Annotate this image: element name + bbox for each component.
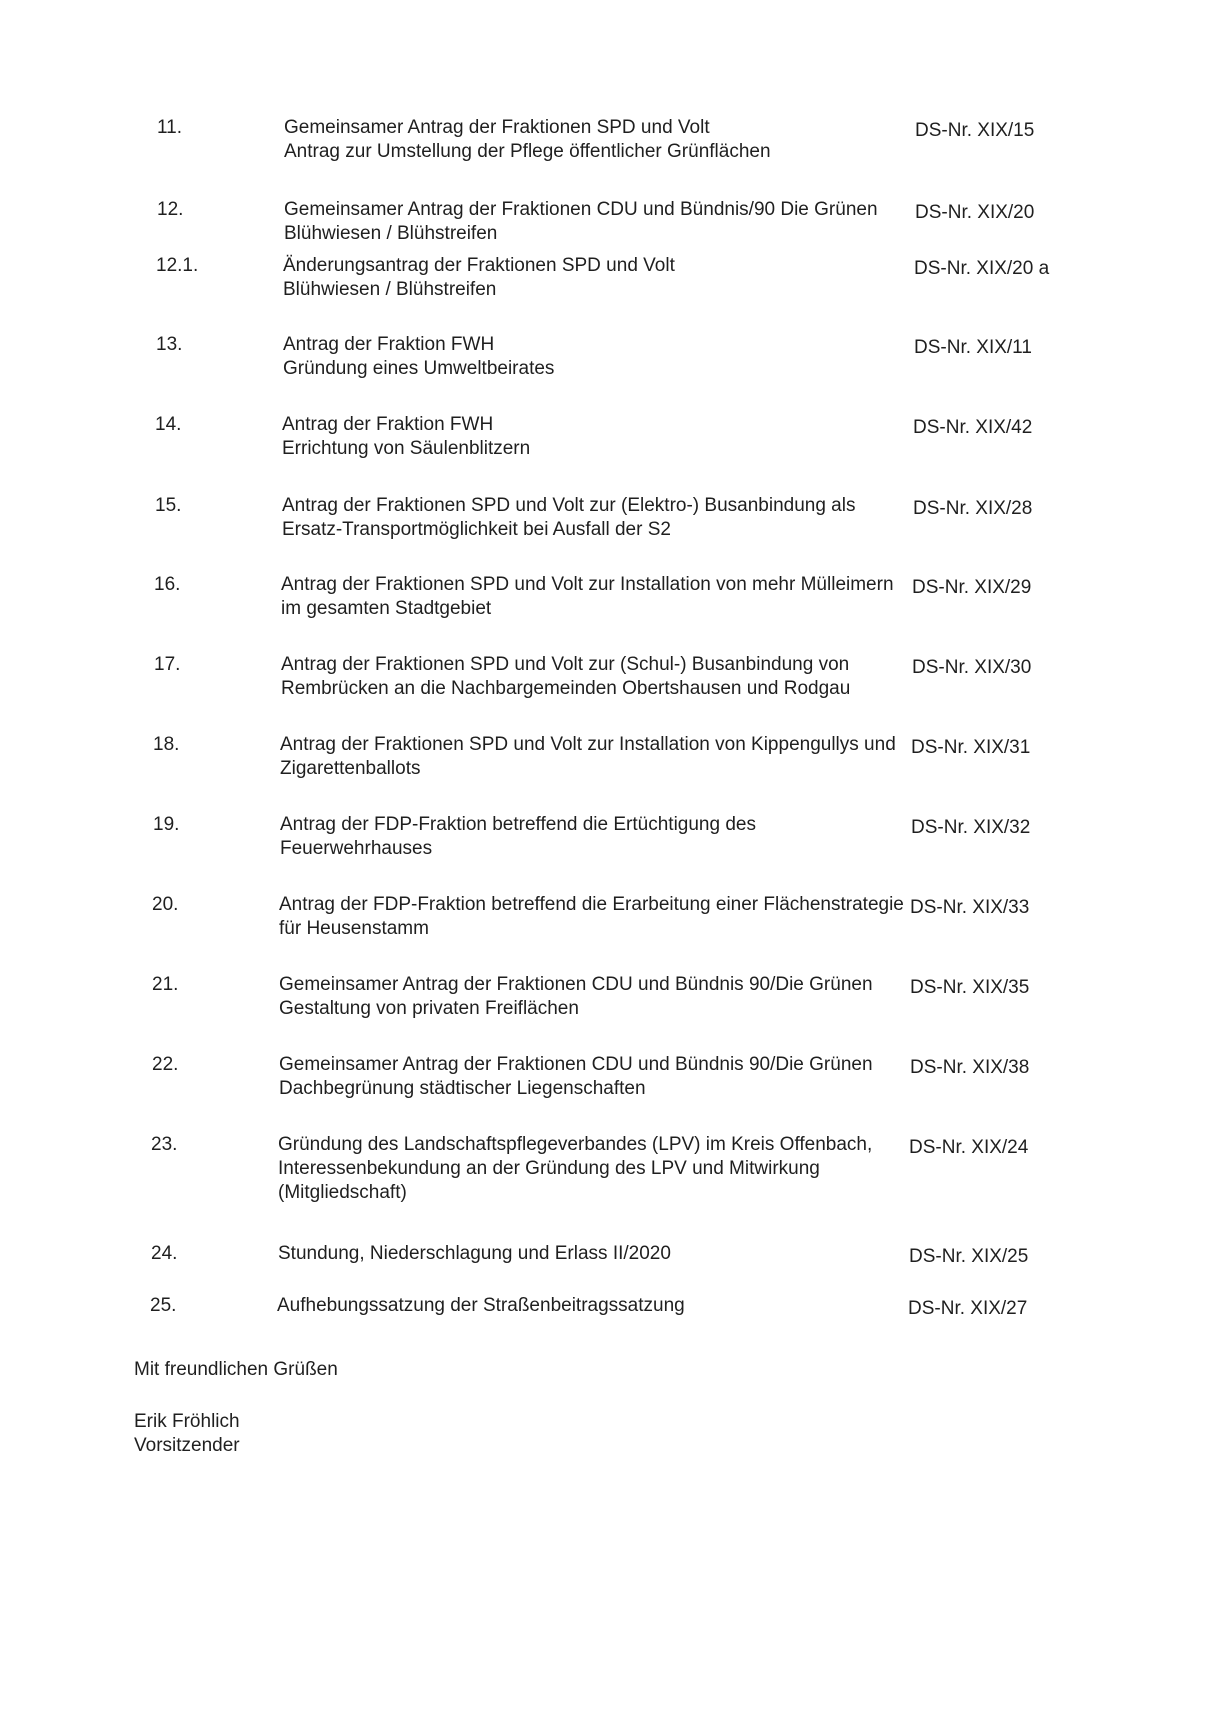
agenda-item-line: Gemeinsamer Antrag der Fraktionen SPD und Volt [284,117,710,138]
signature-block [134,1410,240,1458]
agenda-item-number: 21. [152,974,179,995]
agenda-item-line: Gestaltung von privaten Freiflächen [279,998,579,1019]
agenda-item-number: 23. [151,1134,178,1155]
agenda-item-description [279,973,889,1021]
agenda-item-number: 12.1. [156,255,199,276]
agenda-item-description [279,1053,889,1101]
agenda-item-ds-number: DS-Nr. XIX/30 [912,657,1032,678]
agenda-item-number: 20. [152,894,179,915]
agenda-item-number: 13. [156,334,183,355]
agenda-item-line: Interessenbekundung an der Gründung des LPV und Mitwirkung [278,1158,820,1179]
agenda-item-ds-number: DS-Nr. XIX/31 [911,737,1031,758]
agenda-item-description [278,1242,888,1266]
agenda-item-line: für Heusenstamm [279,918,429,939]
agenda-item-description [279,893,904,941]
agenda-item-ds-number: DS-Nr. XIX/24 [909,1137,1029,1158]
agenda-item-number: 15. [155,495,182,516]
agenda-item-description [280,813,890,861]
agenda-item-line: Blühwiesen / Blühstreifen [284,223,498,244]
agenda-item-number: 25. [150,1295,177,1316]
agenda-item-line: Antrag der FDP-Fraktion betreffend die Ertüchtigung des [280,814,756,835]
agenda-item-line: (Mitgliedschaft) [278,1182,407,1203]
agenda-item-ds-number: DS-Nr. XIX/20 [915,202,1035,223]
agenda-item-ds-number: DS-Nr. XIX/38 [910,1057,1030,1078]
closing-text: Mit freundlichen Grüßen [134,1359,338,1380]
agenda-item-line: Gründung eines Umweltbeirates [283,358,555,379]
agenda-item-line: Antrag der Fraktion FWH [282,414,494,435]
agenda-item-number: 14. [155,414,182,435]
agenda-item-line: Antrag der Fraktionen SPD und Volt zur (Elektro-) Busanbindung als [282,495,856,516]
agenda-item-number: 22. [152,1054,179,1075]
agenda-item-description [281,573,894,621]
agenda-item-description [282,494,892,542]
signer-title: Vorsitzender [134,1435,240,1456]
agenda-item-description [283,254,893,302]
agenda-item-line: Dachbegrünung städtischer Liegenschaften [279,1078,646,1099]
agenda-item-number: 17. [154,654,181,675]
agenda-item-number: 18. [153,734,180,755]
agenda-item-line: Zigarettenballots [280,758,421,779]
agenda-item-number: 19. [153,814,180,835]
agenda-item-description [282,413,892,461]
agenda-item-ds-number: DS-Nr. XIX/32 [911,817,1031,838]
agenda-item-line: Antrag der Fraktion FWH [283,334,495,355]
agenda-item-description [284,116,894,164]
agenda-item-line: Antrag der Fraktionen SPD und Volt zur Installation von Kippengullys und [280,734,896,755]
agenda-item-ds-number: DS-Nr. XIX/35 [910,977,1030,998]
agenda-item-description [281,653,891,701]
agenda-item-ds-number: DS-Nr. XIX/29 [912,577,1032,598]
agenda-item-description [277,1294,887,1318]
agenda-item-ds-number: DS-Nr. XIX/15 [915,120,1035,141]
agenda-item-number: 24. [151,1243,178,1264]
agenda-item-ds-number: DS-Nr. XIX/27 [908,1298,1028,1319]
agenda-item-line: Feuerwehrhauses [280,838,433,859]
agenda-item-line: Gemeinsamer Antrag der Fraktionen CDU und Bündnis/90 Die Grünen [284,199,878,220]
agenda-item-ds-number: DS-Nr. XIX/20 a [914,258,1050,279]
agenda-item-line: Rembrücken an die Nachbargemeinden Obertshausen und Rodgau [281,678,851,699]
signer-name: Erik Fröhlich [134,1411,240,1432]
agenda-item-line: Gemeinsamer Antrag der Fraktionen CDU und Bündnis 90/Die Grünen [279,974,873,995]
agenda-item-line: Gründung des Landschaftspflegeverbandes (LPV) im Kreis Offenbach, [278,1134,873,1155]
agenda-item-description [283,333,893,381]
agenda-item-line: Blühwiesen / Blühstreifen [283,279,497,300]
agenda-item-description [284,198,894,246]
agenda-item-line: im gesamten Stadtgebiet [281,598,492,619]
agenda-item-number: 11. [157,117,183,138]
agenda-item-number: 12. [157,199,184,220]
agenda-item-ds-number: DS-Nr. XIX/11 [914,337,1032,358]
agenda-item-description [280,733,896,781]
agenda-item-description [278,1133,888,1205]
closing [134,1358,338,1382]
agenda-item-line: Antrag zur Umstellung der Pflege öffentlicher Grünflächen [284,141,771,162]
agenda-item-ds-number: DS-Nr. XIX/25 [909,1246,1029,1267]
agenda-item-line: Antrag der Fraktionen SPD und Volt zur Installation von mehr Mülleimern [281,574,894,595]
agenda-item-line: Änderungsantrag der Fraktionen SPD und Volt [283,255,675,276]
agenda-item-line: Ersatz-Transportmöglichkeit bei Ausfall der S2 [282,519,671,540]
agenda-item-line: Aufhebungssatzung der Straßenbeitragssatzung [277,1295,685,1316]
agenda-item-line: Stundung, Niederschlagung und Erlass II/2020 [278,1243,671,1264]
agenda-item-number: 16. [154,574,181,595]
agenda-item-ds-number: DS-Nr. XIX/33 [910,897,1030,918]
agenda-item-ds-number: DS-Nr. XIX/28 [913,498,1033,519]
agenda-item-line: Errichtung von Säulenblitzern [282,438,531,459]
agenda-item-line: Antrag der FDP-Fraktion betreffend die Erarbeitung einer Flächenstrategie [279,894,904,915]
agenda-item-line: Antrag der Fraktionen SPD und Volt zur (Schul-) Busanbindung von [281,654,850,675]
agenda-item-ds-number: DS-Nr. XIX/42 [913,417,1033,438]
agenda-item-line: Gemeinsamer Antrag der Fraktionen CDU und Bündnis 90/Die Grünen [279,1054,873,1075]
